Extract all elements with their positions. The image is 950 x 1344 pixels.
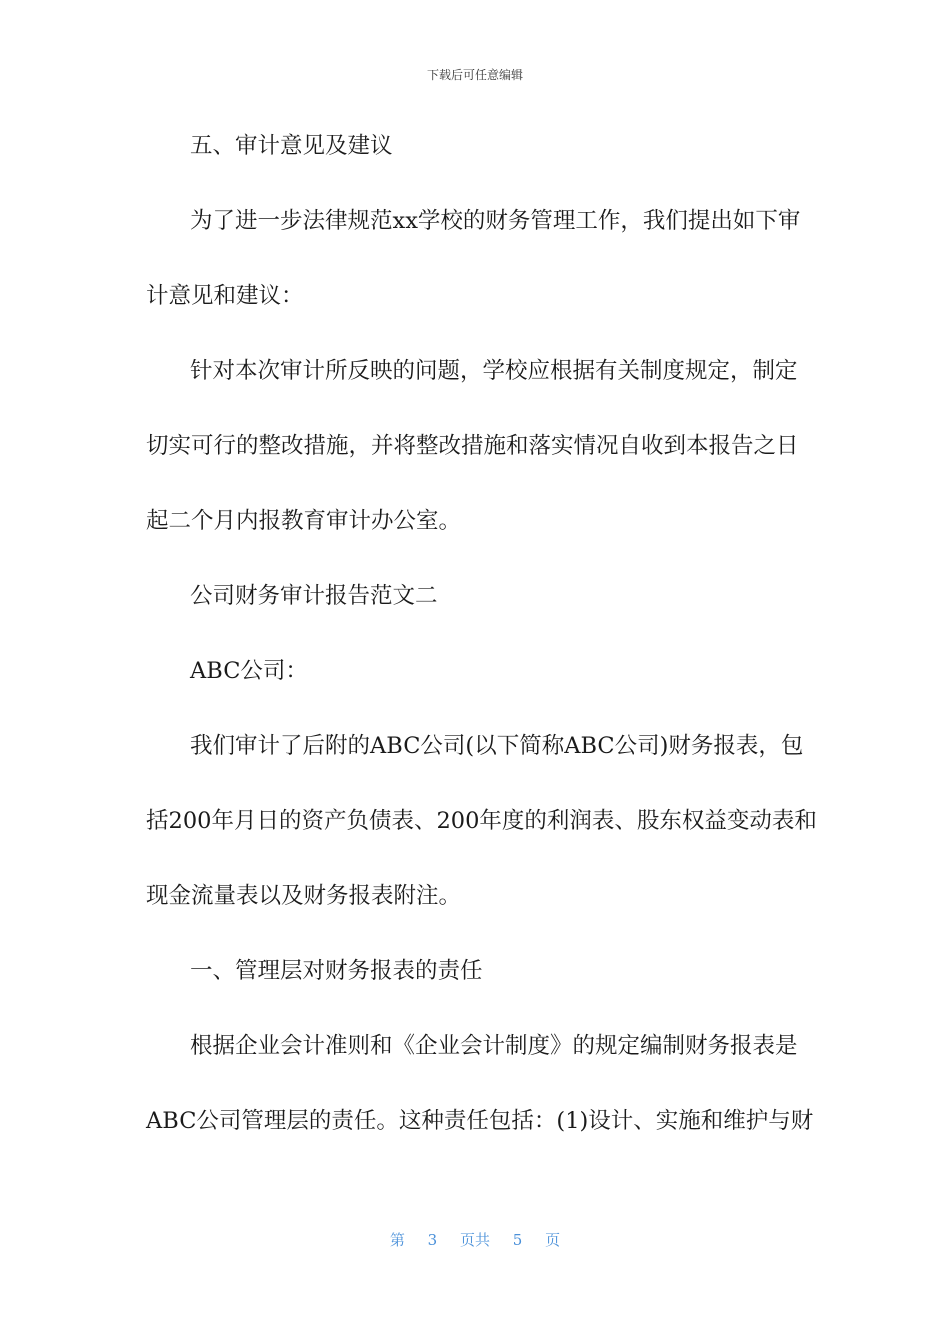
page-label-post: 页	[545, 1231, 561, 1249]
salutation: ABC公司：	[190, 658, 308, 684]
paragraph-line: 括200年月日的资产负债表、200年度的利润表、股东权益变动表和	[146, 808, 817, 834]
paragraph-line: 根据企业会计准则和《企业会计制度》的规定编制财务报表是	[190, 1033, 798, 1059]
paragraph-line: 起二个月内报教育审计办公室。	[146, 508, 462, 534]
section-heading-5: 五、审计意见及建议	[190, 133, 393, 159]
paragraph-line: 切实可行的整改措施，并将整改措施和落实情况自收到本报告之日	[146, 433, 799, 459]
paragraph-line: 现金流量表以及财务报表附注。	[146, 883, 462, 909]
page-total: 5	[512, 1231, 523, 1249]
section-heading-1: 一、管理层对财务报表的责任	[190, 958, 483, 984]
page-current: 3	[427, 1231, 438, 1249]
paragraph-line: ABC公司管理层的责任。这种责任包括：(1)设计、实施和维护与财	[146, 1108, 814, 1134]
subtitle: 公司财务审计报告范文二	[190, 583, 438, 609]
page-footer	[0, 1229, 950, 1250]
paragraph-line: 计意见和建议：	[146, 283, 304, 309]
paragraph-line: 我们审计了后附的ABC公司(以下简称ABC公司)财务报表，包	[190, 733, 804, 759]
page-label-mid: 页共	[459, 1231, 490, 1249]
header-note: 下载后可任意编辑	[426, 68, 523, 82]
paragraph-line: 针对本次审计所反映的问题，学校应根据有关制度规定，制定	[190, 358, 798, 384]
page-label-pre: 第	[389, 1231, 405, 1249]
paragraph-line: 为了进一步法律规范xx学校的财务管理工作，我们提出如下审	[190, 208, 801, 234]
